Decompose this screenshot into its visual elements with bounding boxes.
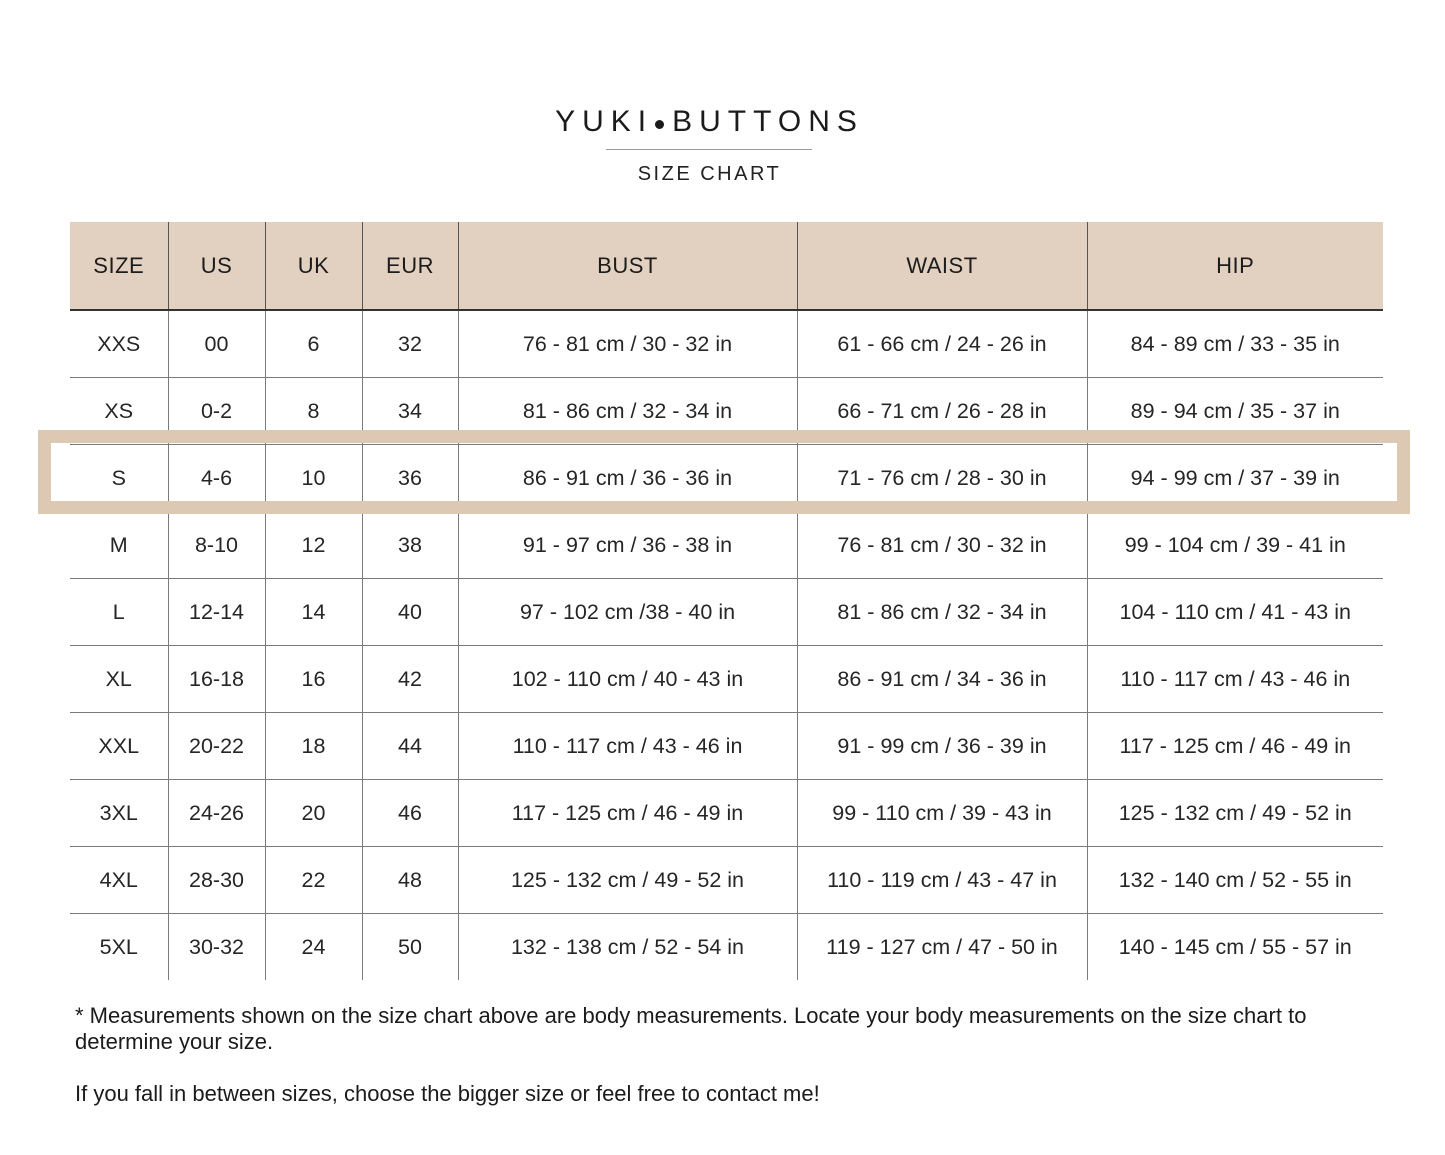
masthead-inner: [555, 104, 864, 186]
cell-eur: 38: [362, 512, 458, 579]
cell-hip: 84 - 89 cm / 33 - 35 in: [1087, 310, 1383, 378]
cell-size: L: [70, 579, 168, 646]
cell-us: 4-6: [168, 445, 265, 512]
table-row-3xl: [70, 780, 1383, 847]
column-header-bust: BUST: [458, 222, 797, 310]
cell-uk: 8: [265, 378, 362, 445]
table-row-4xl: [70, 847, 1383, 914]
cell-eur: 34: [362, 378, 458, 445]
cell-us: 24-26: [168, 780, 265, 847]
cell-waist: 86 - 91 cm / 34 - 36 in: [797, 646, 1087, 713]
table-row-l: [70, 579, 1383, 646]
cell-hip: 99 - 104 cm / 39 - 41 in: [1087, 512, 1383, 579]
brand-underline: [606, 149, 812, 150]
cell-uk: 6: [265, 310, 362, 378]
cell-uk: 14: [265, 579, 362, 646]
cell-hip: 104 - 110 cm / 41 - 43 in: [1087, 579, 1383, 646]
cell-waist: 71 - 76 cm / 28 - 30 in: [797, 445, 1087, 512]
masthead: [0, 104, 1445, 186]
cell-eur: 42: [362, 646, 458, 713]
cell-waist: 91 - 99 cm / 36 - 39 in: [797, 713, 1087, 780]
size-chart-table: [70, 222, 1383, 980]
table-row-xs: [70, 378, 1383, 445]
cell-bust: 110 - 117 cm / 43 - 46 in: [458, 713, 797, 780]
page-title: SIZE CHART: [637, 163, 782, 185]
column-header-size: SIZE: [70, 222, 168, 310]
table-row-xxl: [70, 713, 1383, 780]
brand-first-word: YUKI: [555, 105, 654, 138]
cell-size: 4XL: [70, 847, 168, 914]
cell-waist: 61 - 66 cm / 24 - 26 in: [797, 310, 1087, 378]
cell-uk: 10: [265, 445, 362, 512]
cell-waist: 119 - 127 cm / 47 - 50 in: [797, 914, 1087, 981]
cell-size: XS: [70, 378, 168, 445]
column-header-waist: WAIST: [797, 222, 1087, 310]
cell-us: 16-18: [168, 646, 265, 713]
cell-waist: 81 - 86 cm / 32 - 34 in: [797, 579, 1087, 646]
cell-size: 3XL: [70, 780, 168, 847]
cell-bust: 86 - 91 cm / 36 - 36 in: [458, 445, 797, 512]
brand-dot-icon: [655, 120, 664, 129]
cell-hip: 110 - 117 cm / 43 - 46 in: [1087, 646, 1383, 713]
column-header-us: US: [168, 222, 265, 310]
cell-eur: 50: [362, 914, 458, 981]
column-header-uk: UK: [265, 222, 362, 310]
brand-title: [555, 104, 864, 140]
cell-hip: 117 - 125 cm / 46 - 49 in: [1087, 713, 1383, 780]
cell-us: 0-2: [168, 378, 265, 445]
cell-eur: 44: [362, 713, 458, 780]
column-header-eur: EUR: [362, 222, 458, 310]
table-row-5xl: [70, 914, 1383, 981]
cell-bust: 76 - 81 cm / 30 - 32 in: [458, 310, 797, 378]
cell-hip: 140 - 145 cm / 55 - 57 in: [1118, 934, 1352, 959]
cell-eur: 32: [362, 310, 458, 378]
cell-eur: 36: [362, 445, 458, 512]
cell-waist: 110 - 119 cm / 43 - 47 in: [797, 847, 1087, 914]
cell-us: 00: [168, 310, 265, 378]
cell-eur: 40: [362, 579, 458, 646]
cell-uk: 24: [265, 914, 362, 981]
footnotes: [75, 1003, 1397, 1107]
cell-hip: 94 - 99 cm / 37 - 39 in: [1087, 445, 1383, 512]
between-sizes-note: If you fall in between sizes, choose the bigger size or feel free to contact me!: [75, 1081, 820, 1106]
cell-waist: 99 - 110 cm / 39 - 43 in: [797, 780, 1087, 847]
cell-hip: 125 - 132 cm / 49 - 52 in: [1087, 780, 1383, 847]
cell-size: 5XL: [70, 914, 168, 981]
cell-us: 12-14: [168, 579, 265, 646]
cell-bust: 97 - 102 cm /38 - 40 in: [458, 579, 797, 646]
cell-us: 20-22: [168, 713, 265, 780]
cell-bust: 125 - 132 cm / 49 - 52 in: [458, 847, 797, 914]
cell-bust: 91 - 97 cm / 36 - 38 in: [458, 512, 797, 579]
column-header-hip: HIP: [1087, 222, 1383, 310]
cell-hip: 132 - 140 cm / 52 - 55 in: [1087, 847, 1383, 914]
cell-us: 28-30: [168, 847, 265, 914]
table-row-xl: [70, 646, 1383, 713]
cell-uk: 12: [265, 512, 362, 579]
cell-size: XXS: [70, 310, 168, 378]
cell-size: XXL: [70, 713, 168, 780]
cell-waist: 66 - 71 cm / 26 - 28 in: [797, 378, 1087, 445]
table-row-xxs: [70, 310, 1383, 378]
cell-us: 8-10: [168, 512, 265, 579]
cell-uk: 22: [265, 847, 362, 914]
cell-size: S: [70, 445, 168, 512]
cell-uk: 20: [265, 780, 362, 847]
cell-uk: 16: [265, 646, 362, 713]
cell-us: 30-32: [168, 914, 265, 981]
brand-second-word: BUTTONS: [672, 105, 864, 138]
cell-eur: 48: [362, 847, 458, 914]
cell-hip: 89 - 94 cm / 35 - 37 in: [1087, 378, 1383, 445]
cell-bust: 81 - 86 cm / 32 - 34 in: [458, 378, 797, 445]
cell-bust: 117 - 125 cm / 46 - 49 in: [458, 780, 797, 847]
cell-bust: 102 - 110 cm / 40 - 43 in: [458, 646, 797, 713]
table-row-m: [70, 512, 1383, 579]
cell-bust: 132 - 138 cm / 52 - 54 in: [458, 914, 797, 981]
table-row-s-highlighted: [70, 445, 1383, 512]
measurement-note: * Measurements shown on the size chart above are body measurements. Locate your body measurements on the size chart to determine your size.: [75, 1003, 1307, 1054]
cell-uk: 18: [265, 713, 362, 780]
table-header-row: [70, 222, 1383, 310]
cell-waist: 76 - 81 cm / 30 - 32 in: [797, 512, 1087, 579]
cell-size: M: [70, 512, 168, 579]
cell-eur: 46: [362, 780, 458, 847]
cell-size: XL: [70, 646, 168, 713]
